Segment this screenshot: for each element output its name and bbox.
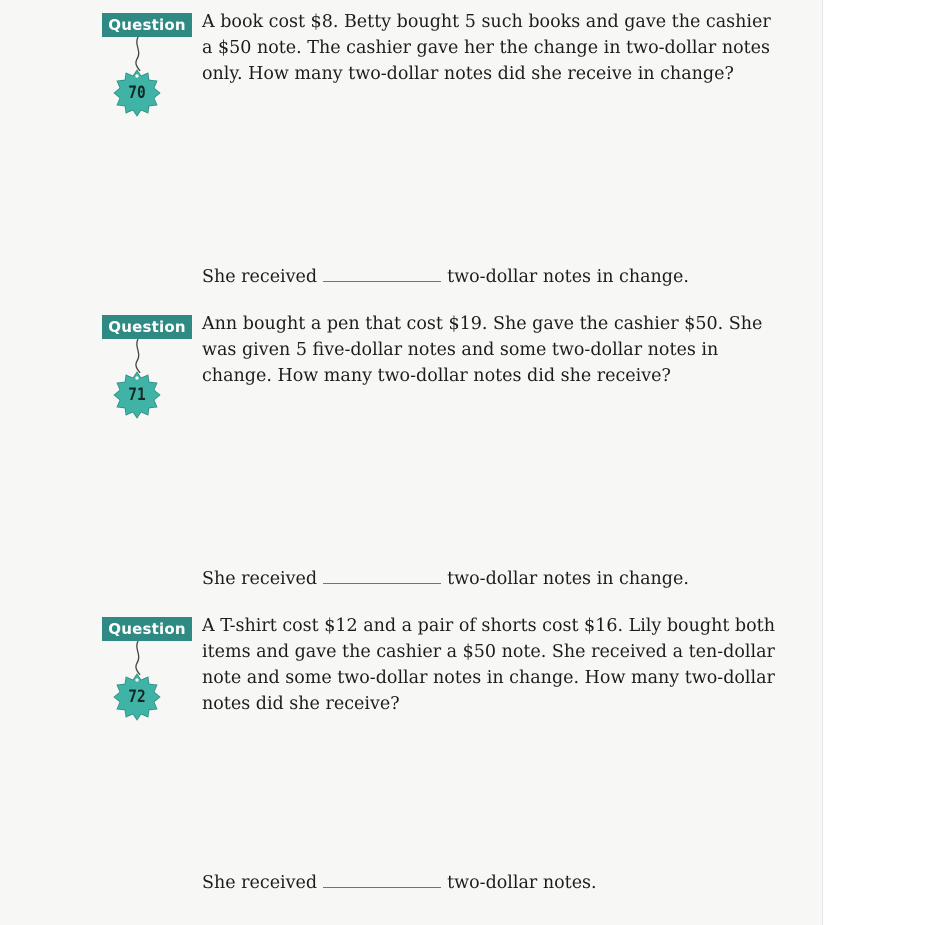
- question-number: 72: [128, 687, 146, 707]
- answer-blank[interactable]: [323, 871, 441, 888]
- question-label: Question: [102, 617, 192, 641]
- question-label: Question: [102, 13, 192, 37]
- answer-line: [202, 567, 689, 591]
- question-label: Question: [102, 315, 192, 339]
- question-number-tag: [113, 371, 161, 419]
- question-number-tag: [113, 69, 161, 117]
- answer-blank[interactable]: [323, 265, 441, 282]
- question-number: 71: [128, 385, 146, 405]
- answer-line: [202, 871, 597, 895]
- answer-line: [202, 265, 689, 289]
- answer-prefix: She received: [202, 873, 318, 893]
- question-number: 70: [128, 83, 146, 103]
- tag-string-icon: [128, 641, 148, 675]
- question-text: A book cost $8. Betty bought 5 such books and gave the cashier a $50 note. The cashier gave her the change in two-dollar notes only. How many two-dollar notes did she receive in change?: [202, 12, 771, 84]
- answer-suffix: two-dollar notes.: [447, 873, 597, 893]
- question-text: Ann bought a pen that cost $19. She gave the cashier $50. She was given 5 five-dollar notes and some two-dollar notes in change. How many two-dollar notes did she receive?: [202, 314, 763, 386]
- question-text: A T-shirt cost $12 and a pair of shorts cost $16. Lily bought both items and gave the cashier a $50 note. She received a ten-dollar note and some two-dollar notes in change. How many two-dollar notes did she receive?: [202, 616, 775, 714]
- answer-prefix: She received: [202, 569, 318, 589]
- answer-suffix: two-dollar notes in change.: [447, 267, 689, 287]
- answer-suffix: two-dollar notes in change.: [447, 569, 689, 589]
- tag-string-icon: [128, 339, 148, 373]
- tag-string-icon: [128, 37, 148, 71]
- answer-blank[interactable]: [323, 567, 441, 584]
- question-number-tag: [113, 673, 161, 721]
- answer-prefix: She received: [202, 267, 318, 287]
